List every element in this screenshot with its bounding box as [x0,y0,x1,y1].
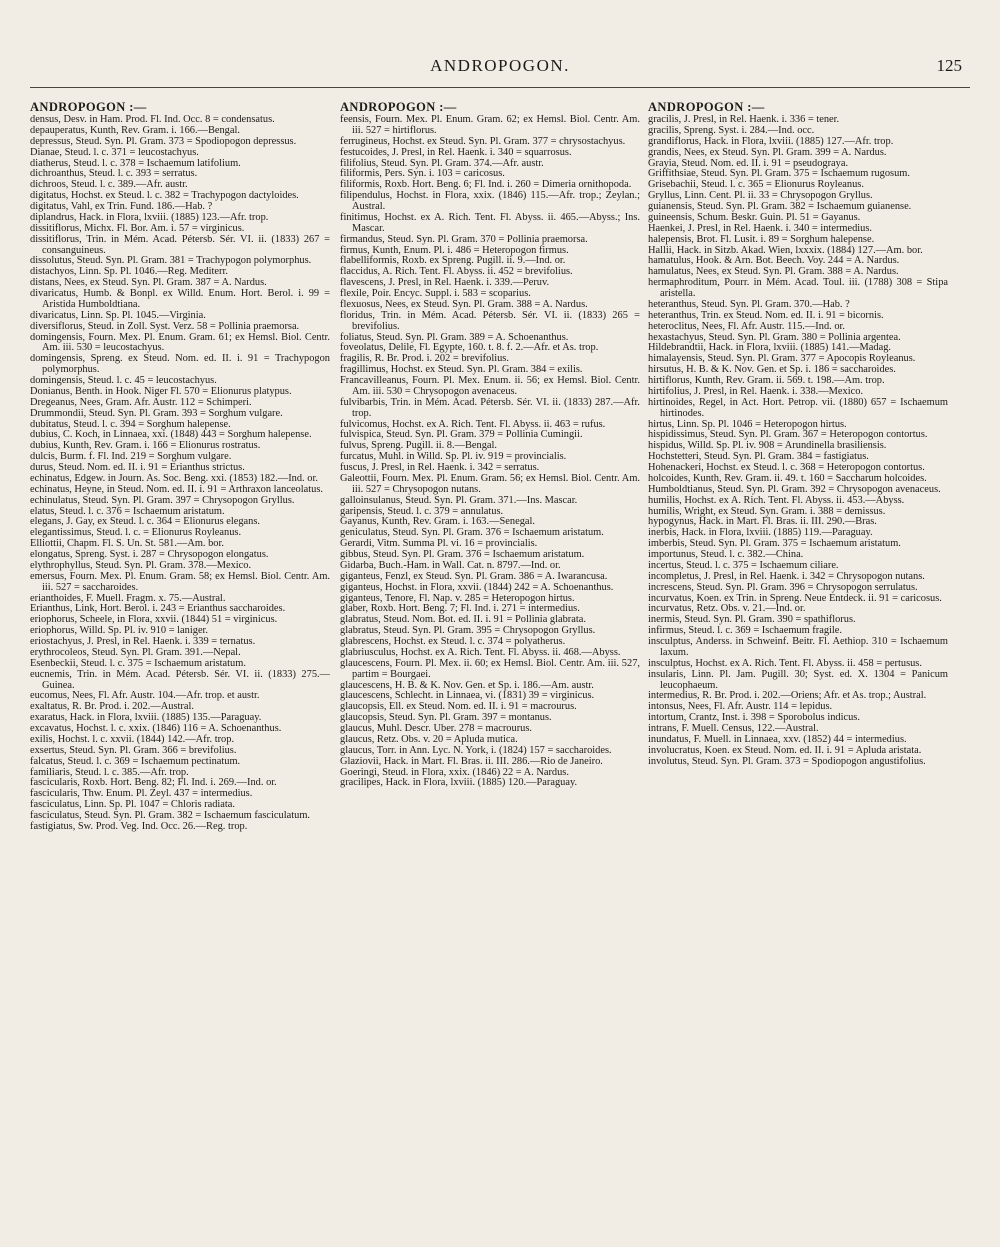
index-entry: grandiflorus, Hack. in Flora, lxviii. (1885) 127.—Afr. trop. [648,135,894,147]
index-entry: Hochstetteri, Steud. Syn. Pl. Gram. 384 = fastigiatus. [648,451,869,463]
index-entry: guianensis, Steud. Syn. Pl. Gram. 382 = Ischaemum guianense. [648,201,912,212]
index-entry: involucratus, Koen. ex Steud. Nom. ed. II. i. 91 = Apluda aristata. [648,744,922,756]
index-entry: intermedius, R. Br. Prod. i. 202.—Oriens; Afr. et As. trop.; Austral. [648,690,927,702]
index-entry: filifolius, Steud. Syn. Pl. Gram. 374.—Afr. austr. [340,157,544,169]
index-entry: exaltatus, R. Br. Prod. i. 202.—Austral. [30,701,194,713]
index-entry: familiaris, Steud. l. c. 385.—Afr. trop. [30,766,189,778]
index-entry: Griffithsiae, Steud. Syn. Pl. Gram. 375 = Ischaemum rugosum. [648,168,910,180]
index-entry: divaricatus, Linn. Sp. Pl. 1045.—Virginia. [30,309,206,321]
index-entry: domingensis, Steud. l. c. 45 = leucostachyus. [30,375,217,386]
index-entry: ferrugineus, Hochst. ex Steud. Syn. Pl. Gram. 377 = chrysostachyus. [340,135,626,147]
column-heading: ANDROPOGON :— [340,100,457,114]
index-entry: exsertus, Steud. Syn. Pl. Gram. 366 = brevifolius. [30,744,237,756]
index-entry: elegantissimus, Steud. l. c. = Elionurus Royleanus. [30,527,242,539]
index-entry: foliatus, Steud. Syn. Pl. Gram. 389 = A. Schoenanthus. [340,331,569,343]
index-entry: Grisebachii, Steud. l. c. 365 = Elionurus Royleanus. [648,179,864,191]
index-entry: importunus, Steud. l. c. 382.—China. [648,549,804,560]
index-entry: Goeringi, Steud. in Flora, xxix. (1846) 22 = A. Nardus. [340,766,569,778]
index-entry: Donianus, Benth. in Hook. Niger Fl. 570 = Elionurus platypus. [30,385,292,397]
column-heading: ANDROPOGON :— [648,100,765,114]
index-entry: foveolatus, Delile, Fl. Egypte, 160. t. 8. f. 2.—Afr. et As. trop. [340,342,599,354]
index-entry: Humboldtianus, Steud. Syn. Pl. Gram. 392 = Chrysopogon avenaceus. [648,483,941,495]
index-entry: firmandus, Steud. Syn. Pl. Gram. 370 = Pollinia praemorsa. [340,233,588,245]
index-entry: flabelliformis, Roxb. ex Spreng. Pugill. ii. 9.—Ind. or. [340,255,566,267]
index-entry: glabriusculus, Hochst. ex A. Rich. Tent. Fl. Abyss. ii. 468.—Abyss. [340,646,621,658]
index-entry: halepensis, Brot. Fl. Lusit. i. 89 = Sorghum halepense. [648,233,875,245]
index-entry: inerbis, Hack. in Flora, lxviii. (1885) 119.—Paraguay. [648,527,873,539]
index-entry: Gryllus, Linn. Cent. Pl. ii. 33 = Chrysopogon Gryllus. [648,190,873,202]
index-entry: geniculatus, Steud. Syn. Pl. Gram. 376 = Ischaemum aristatum. [340,527,604,539]
index-entry: intonsus, Nees, Fl. Afr. Austr. 114 = lepidus. [648,701,833,713]
index-entry: glaber, Roxb. Hort. Beng. 7; Fl. Ind. i. 271 = intermedius. [340,603,580,615]
index-entry: fasciculatus, Steud. Syn. Pl. Gram. 382 = Ischaemum fasciculatum. [30,810,310,821]
index-entry: Gidarba, Buch.-Ham. in Wall. Cat. n. 8797.—Ind. or. [340,559,561,571]
index-entry: erythrocoleos, Steud. Syn. Pl. Gram. 391.—Nepal. [30,646,241,658]
index-entry: heteranthus, Steud. Syn. Pl. Gram. 370.—Hab. ? [648,298,850,310]
index-entry: Elliottii, Chapm. Fl. S. Un. St. 581.—Am. bor. [30,538,224,550]
column-3 [648,100,948,1230]
index-entry: increscens, Steud. Syn. Pl. Gram. 396 = Chrysopogon serrulatus. [648,581,918,593]
index-entry: Francavilleanus, Fourn. Pl. Mex. Enum. ii. 56; ex Hemsl. Biol. Centr. Am. iii. 530 = Chrysopogon avenaceus. [340,375,640,397]
index-entry: glaucus, Torr. in Ann. Lyc. N. York, i. (1824) 157 = saccharoides. [340,744,612,756]
index-entry: digitatus, Hochst. ex Steud. l. c. 382 = Trachypogon dactyloides. [30,190,299,202]
index-entry: insculptus, Hochst. ex A. Rich. Tent. Fl. Abyss. ii. 458 = pertusus. [648,657,922,669]
index-entry: Haenkei, J. Presl, in Rel. Haenk. i. 340 = intermedius. [648,222,873,234]
index-entry: hirtus, Linn. Sp. Pl. 1046 = Heteropogon hirtus. [648,418,847,430]
index-entry: elegans, J. Gay, ex Steud. l. c. 364 = Elionurus elegans. [30,516,260,528]
index-entry: echinatus, Heyne, in Steud. Nom. ed. II. i. 91 = Arthraxon lanceolatus. [30,483,323,495]
index-entry: hirtiflorus, Kunth, Rev. Gram. ii. 569. t. 198.—Am. trop. [648,375,885,386]
index-entry: dulcis, Burm. f. Fl. Ind. 219 = Sorghum vulgare. [30,451,232,463]
index-entry: flaccidus, A. Rich. Tent. Fl. Abyss. ii. 452 = brevifolius. [340,266,573,278]
index-entry: hexastachyus, Steud. Syn. Pl. Gram. 380 = Pollinia argentea. [648,331,901,343]
index-entry: diplandrus, Hack. in Flora, lxviii. (1885) 123.—Afr. trop. [30,211,269,223]
index-entry: echinatus, Edgew. in Journ. As. Soc. Beng. xxi. (1853) 182.—Ind. or. [30,472,318,484]
index-entry: eriophorus, Scheele, in Flora, xxvii. (1844) 51 = virginicus. [30,614,278,626]
index-entry: excavatus, Hochst. l. c. xxix. (1846) 116 = A. Schoenanthus. [30,723,282,734]
index-entry: incertus, Steud. l. c. 375 = Ischaemum ciliare. [648,559,839,571]
index-entry: eriophorus, Willd. Sp. Pl. iv. 910 = laniger. [30,625,209,637]
index-entry: depressus, Steud. Syn. Pl. Gram. 373 = Spodiopogon depressus. [30,135,297,147]
index-entry: Galeottii, Fourn. Mex. Pl. Enum. Gram. 56; ex Hemsl. Biol. Centr. Am. iii. 527 = Chrysopogon nutans. [340,472,640,495]
index-entry: hamatulus, Hook. & Arn. Bot. Beech. Voy. 244 = A. Nardus. [648,255,900,267]
index-entry: elatus, Steud. l. c. 376 = Ischaemum aristatum. [30,505,225,517]
index-entry: galloinsulanus, Steud. Syn. Pl. Gram. 371.—Ins. Mascar. [340,494,578,506]
index-entry: fasciculatus, Linn. Sp. Pl. 1047 = Chloris radiata. [30,799,235,811]
index-entry: fuscus, J. Presl, in Rel. Haenk. i. 342 = serratus. [340,462,540,473]
index-entry: hypogynus, Hack. in Mart. Fl. Bras. ii. III. 290.—Bras. [648,516,877,528]
index-entry: Erianthus, Link, Hort. Berol. i. 243 = Erianthus saccharoides. [30,603,286,615]
index-entry: infirmus, Steud. l. c. 369 = Ischaemum fragile. [648,625,843,637]
index-entry: fragillimus, Hochst. ex Steud. Syn. Pl. Gram. 384 = exilis. [340,364,583,376]
index-entry: heteranthus, Trin. ex Steud. Nom. ed. II. i. 91 = bicornis. [648,309,884,321]
index-entry: floridus, Trin. in Mém. Acad. Pétersb. Sér. VI. ii. (1833) 265 = brevifolius. [340,309,640,332]
index-entry: fulvibarbis, Trin. in Mém. Acad. Pétersb. Sér. VI. ii. (1833) 287.—Afr. trop. [340,396,640,419]
index-entry: Grayia, Steud. Nom. ed. II. i. 91 = pseudograya. [648,157,849,169]
index-entry: guineensis, Schum. Beskr. Guin. Pl. 51 = Gayanus. [648,211,861,223]
index-entry: garipensis, Steud. l. c. 379 = annulatus. [340,505,504,517]
index-entry: filipendulus, Hochst. in Flora, xxix. (1846) 115.—Afr. trop.; Zeylan.; Austral. [340,190,640,212]
index-entry: fulvispica, Steud. Syn. Pl. Gram. 379 = Pollinia Cumingii. [340,429,583,441]
index-entry: glaucopsis, Ell. ex Steud. Nom. ed. II. i. 91 = macrourus. [340,701,577,713]
index-entry: glaucescens, Schlecht. in Linnaea, vi. (1831) 39 = virginicus. [340,690,595,702]
index-entry: exaratus, Hack. in Flora, lxviii. (1885) 135.—Paraguay. [30,712,262,724]
index-entry: domingensis, Spreng. ex Steud. Nom. ed. II. i. 91 = Trachypogon polymorphus. [30,353,330,376]
index-entry: dissitiflorus, Trin. in Mém. Acad. Pétersb. Sér. VI. ii. (1833) 267 = consanguineus. [30,233,330,256]
index-entry: flexile, Poir. Encyc. Suppl. i. 583 = scoparius. [340,288,531,299]
running-title: ANDROPOGON. [430,56,570,75]
index-entry: elythrophyllus, Steud. Syn. Pl. Gram. 378.—Mexico. [30,559,252,571]
index-entry: intortum, Crantz, Inst. i. 398 = Sporobolus indicus. [648,712,860,724]
index-entry: glaucopsis, Steud. Syn. Pl. Gram. 397 = montanus. [340,712,552,724]
index-entry: eucomus, Nees, Fl. Afr. Austr. 104.—Afr. trop. et austr. [30,690,260,702]
index-entry: Hallii, Hack. in Sitzb. Akad. Wien, lxxxix. (1884) 127.—Am. bor. [648,244,923,256]
index-entry: hermaphroditum, Pourr. in Mém. Acad. Toul. iii. (1788) 308 = Stipa aristella. [648,277,948,299]
index-entry: glaucescens, H. B. & K. Nov. Gen. et Sp. i. 186.—Am. austr. [340,679,594,691]
index-entry: feensis, Fourn. Mex. Pl. Enum. Gram. 62; ex Hemsl. Biol. Centr. Am. iii. 527 = hirtiflorus. [340,114,640,136]
index-entry: hispidus, Willd. Sp. Pl. iv. 908 = Arundinella brasiliensis. [648,440,887,452]
index-entry: dubius, C. Koch, in Linnaea, xxi. (1848) 443 = Sorghum halepense. [30,429,312,441]
index-entry: gracilis, J. Presl, in Rel. Haenk. i. 336 = tener. [648,114,840,125]
index-entry: glaucescens, Fourn. Pl. Mex. ii. 60; ex Hemsl. Biol. Centr. Am. iii. 527, partim = Bourgaei. [340,657,640,680]
index-entry: insularis, Linn. Pl. Jam. Pugill. 30; Syst. ed. X. 1304 = Panicum leucophaeum. [648,668,948,691]
column-heading: ANDROPOGON :— [30,100,147,114]
index-entry: erianthoides, F. Muell. Fragm. x. 75.—Austral. [30,592,226,604]
index-entry: festucoides, J. Presl, in Rel. Haenk. i. 340 = squarrosus. [340,146,572,158]
page-number: 125 [936,56,962,75]
index-entry: humilis, Wright, ex Steud. Syn. Gram. i. 388 = demissus. [648,505,886,517]
index-entry: giganteus, Fenzl, ex Steud. Syn. Pl. Gram. 386 = A. Iwarancusa. [340,570,608,582]
index-entry: involutus, Steud. Syn. Pl. Gram. 373 = Spodiopogon angustifolius. [648,755,926,767]
index-entry: fastigiatus, Sw. Prod. Veg. Ind. Occ. 26.—Reg. trop. [30,820,248,832]
index-entry: finitimus, Hochst. ex A. Rich. Tent. Fl. Abyss. ii. 465.—Abyss.; Ins. Mascar. [340,211,640,234]
index-entry: filiformis, Roxb. Hort. Beng. 6; Fl. Ind. i. 260 = Dimeria ornithopoda. [340,179,632,191]
index-entry: himalayensis, Steud. Syn. Pl. Gram. 377 = Apocopis Royleanus. [648,353,916,365]
index-entry: glabrescens, Hochst. ex Steud. l. c. 374 = polyatherus. [340,636,566,647]
index-entry: Hohenackeri, Hochst. ex Steud. l. c. 368 = Heteropogon contortus. [648,462,925,473]
index-entry: Glaziovii, Hack. in Mart. Fl. Bras. ii. III. 286.—Rio de Janeiro. [340,755,603,767]
index-entry: incompletus, J. Presl, in Rel. Haenk. i. 342 = Chrysopogon nutans. [648,570,925,582]
index-entry: flavescens, J. Presl, in Rel. Haenk. i. 339.—Peruv. [340,277,550,289]
index-entry: dichroos, Steud. l. c. 389.—Afr. austr. [30,179,188,191]
index-entry: incurvatus, Koen. ex Trin. in Spreng. Neue Entdeck. ii. 91 = caricosus. [648,592,942,604]
index-entry: fragilis, R. Br. Prod. i. 202 = brevifolius. [340,353,509,365]
index-entry: diversiflorus, Steud. in Zoll. Syst. Verz. 58 = Pollinia praemorsa. [30,320,300,332]
index-entry: glabratus, Steud. Syn. Pl. Gram. 395 = Chrysopogon Gryllus. [340,625,596,637]
index-entry: falcatus, Steud. l. c. 369 = Ischaemum pectinatum. [30,755,241,767]
index-entry: densus, Desv. in Ham. Prod. Fl. Ind. Occ. 8 = condensatus. [30,114,275,125]
index-entry: dubitatus, Steud. l. c. 394 = Sorghum halepense. [30,418,231,430]
index-entry: eucnemis, Trin. in Mém. Acad. Pétersb. Sér. VI. ii. (1833) 275.—Guinea. [30,668,330,691]
index-entry: holcoides, Kunth, Rev. Gram. ii. 49. t. 160 = Saccharum holcoides. [648,472,927,484]
index-entry: emersus, Fourn. Mex. Pl. Enum. Gram. 58; ex Hemsl. Biol. Centr. Am. iii. 527 = saccharoides. [30,570,330,593]
index-entry: hirsutus, H. B. & K. Nov. Gen. et Sp. i. 186 = saccharoides. [648,364,896,376]
index-entry: inundatus, F. Muell. in Linnaea, xxv. (1852) 44 = intermedius. [648,733,907,745]
index-entry: humilis, Hochst. ex A. Rich. Tent. Fl. Abyss. ii. 453.—Abyss. [648,494,905,506]
index-entry: Gayanus, Kunth, Rev. Gram. i. 163.—Senegal. [340,516,535,528]
index-entry: eriostachyus, J. Presl, in Rel. Haenk. i. 339 = ternatus. [30,636,256,647]
index-entry: fulvus, Spreng. Pugill. ii. 8.—Bengal. [340,440,498,452]
index-entry: filiformis, Pers. Syn. i. 103 = caricosus. [340,168,505,180]
index-entry: dichroanthus, Steud. l. c. 393 = serratus. [30,168,198,180]
index-entry: gibbus, Steud. Syn. Pl. Gram. 376 = Ischaemum aristatum. [340,549,585,560]
index-entry: dissolutus, Steud. Syn. Pl. Gram. 381 = Trachypogon polymorphus. [30,255,312,267]
index-entry: Dianae, Steud. l. c. 371 = leucostachyus. [30,146,199,158]
index-entry: glaucus, Retz. Obs. v. 20 = Apluda mutica. [340,733,518,745]
index-entry: glaucus, Muhl. Descr. Uber. 278 = macrourus. [340,723,532,734]
index-entry: divaricatus, Humb. & Bonpl. ex Willd. Enum. Hort. Berol. i. 99 = Aristida Humboldtiana. [30,288,330,310]
index-entry: dissitiflorus, Michx. Fl. Bor. Am. i. 57 = virginicus. [30,222,245,234]
index-entry: gracilipes, Hack. in Flora, lxviii. (1885) 120.—Paraguay. [340,777,578,789]
page-header [30,56,970,80]
index-entry: dubius, Kunth, Rev. Gram. i. 166 = Elionurus rostratus. [30,440,261,452]
index-entry: fascicularis, Thw. Enum. Pl. Zeyl. 437 = intermedius. [30,788,253,800]
index-entry: digitatus, Vahl, ex Trin. Fund. 186.—Hab. ? [30,201,213,212]
index-entry: insculptus, Anderss. in Schweinf. Beitr. Fl. Aethiop. 310 = Ischaemum laxum. [648,636,948,658]
index-entry: hirtifolius, J. Presl, in Rel. Haenk. i. 338.—Mexico. [648,385,864,397]
index-entry: intrans, F. Muell. Census, 122.—Austral. [648,723,819,734]
index-entry: glabratus, Steud. Nom. Bot. ed. II. i. 91 = Pollinia glabrata. [340,614,586,626]
index-entry: giganteus, Tenore, Fl. Nap. v. 285 = Heteropogon hirtus. [340,592,575,604]
column-2 [340,100,640,1230]
index-entry: echinulatus, Steud. Syn. Pl. Gram. 397 = Chrysopogon Gryllus. [30,494,295,506]
index-entry: heteroclitus, Nees, Fl. Afr. Austr. 115.—Ind. or. [648,320,846,332]
column-1 [30,100,330,1230]
index-entry: Drummondii, Steud. Syn. Pl. Gram. 393 = Sorghum vulgare. [30,407,283,419]
index-entry: Gerardi, Vitm. Summa Pl. vi. 16 = provincialis. [340,538,538,550]
index-entry: hispidissimus, Steud. Syn. Pl. Gram. 367 = Heteropogon contortus. [648,429,928,441]
index-entry: fascicularis, Roxb. Hort. Beng. 82; Fl. Ind. i. 269.—Ind. or. [30,777,277,789]
index-entry: grandis, Nees, ex Steud. Syn. Pl. Gram. 399 = A. Nardus. [648,146,887,158]
index-entry: giganteus, Hochst. in Flora, xxvii. (1844) 242 = A. Schoenanthus. [340,581,614,593]
index-entry: exilis, Hochst. l. c. xxvii. (1844) 142.—Afr. trop. [30,733,235,745]
index-entry: fulvicomus, Hochst. ex A. Rich. Tent. Fl. Abyss. ii. 463 = rufus. [340,418,606,430]
index-entry: gracilis, Spreng. Syst. i. 284.—Ind. occ. [648,124,815,136]
index-entry: hirtinoides, Regel, in Act. Hort. Petrop. vii. (1880) 657 = Ischaemum hirtinodes. [648,396,948,419]
index-entry: Dregeanus, Nees, Gram. Afr. Austr. 112 = Schimperi. [30,396,252,408]
index-entry: Esenbeckii, Steud. l. c. 375 = Ischaemum aristatum. [30,657,246,669]
index-entry: inermis, Steud. Syn. Pl. Gram. 390 = spathiflorus. [648,614,856,626]
index-entry: flexuosus, Nees, ex Steud. Syn. Pl. Gram. 388 = A. Nardus. [340,298,588,310]
header-rule [30,87,970,88]
index-entry: diatherus, Steud. l. c. 378 = Ischaemum latifolium. [30,157,241,169]
index-entry: distans, Nees, ex Steud. Syn. Pl. Gram. 387 = A. Nardus. [30,277,267,289]
index-entry: elongatus, Spreng. Syst. i. 287 = Chrysopogon elongatus. [30,549,269,560]
index-entry: distachyos, Linn. Sp. Pl. 1046.—Reg. Mediterr. [30,266,228,278]
index-entry: incurvatus, Retz. Obs. v. 21.—Ind. or. [648,603,806,615]
index-entry: firmus, Kunth, Enum. Pl. i. 486 = Heteropogon firmus. [340,244,569,256]
index-entry: depauperatus, Kunth, Rev. Gram. i. 166.—Bengal. [30,124,240,136]
index-entry: furcatus, Muhl. in Willd. Sp. Pl. iv. 919 = provincialis. [340,451,567,463]
index-entry: imberbis, Steud. Syn. Pl. Gram. 375 = Ischaemum aristatum. [648,538,901,550]
index-entry: hamulatus, Nees, ex Steud. Syn. Pl. Gram. 388 = A. Nardus. [648,266,899,278]
index-entry: Hildebrandtii, Hack. in Flora, lxviii. (1885) 141.—Madag. [648,342,891,354]
index-entry: durus, Steud. Nom. ed. II. i. 91 = Erianthus strictus. [30,462,245,473]
index-entry: domingensis, Fourn. Mex. Pl. Enum. Gram. 61; ex Hemsl. Biol. Centr. Am. iii. 530 = leucostachyus. [30,331,330,354]
